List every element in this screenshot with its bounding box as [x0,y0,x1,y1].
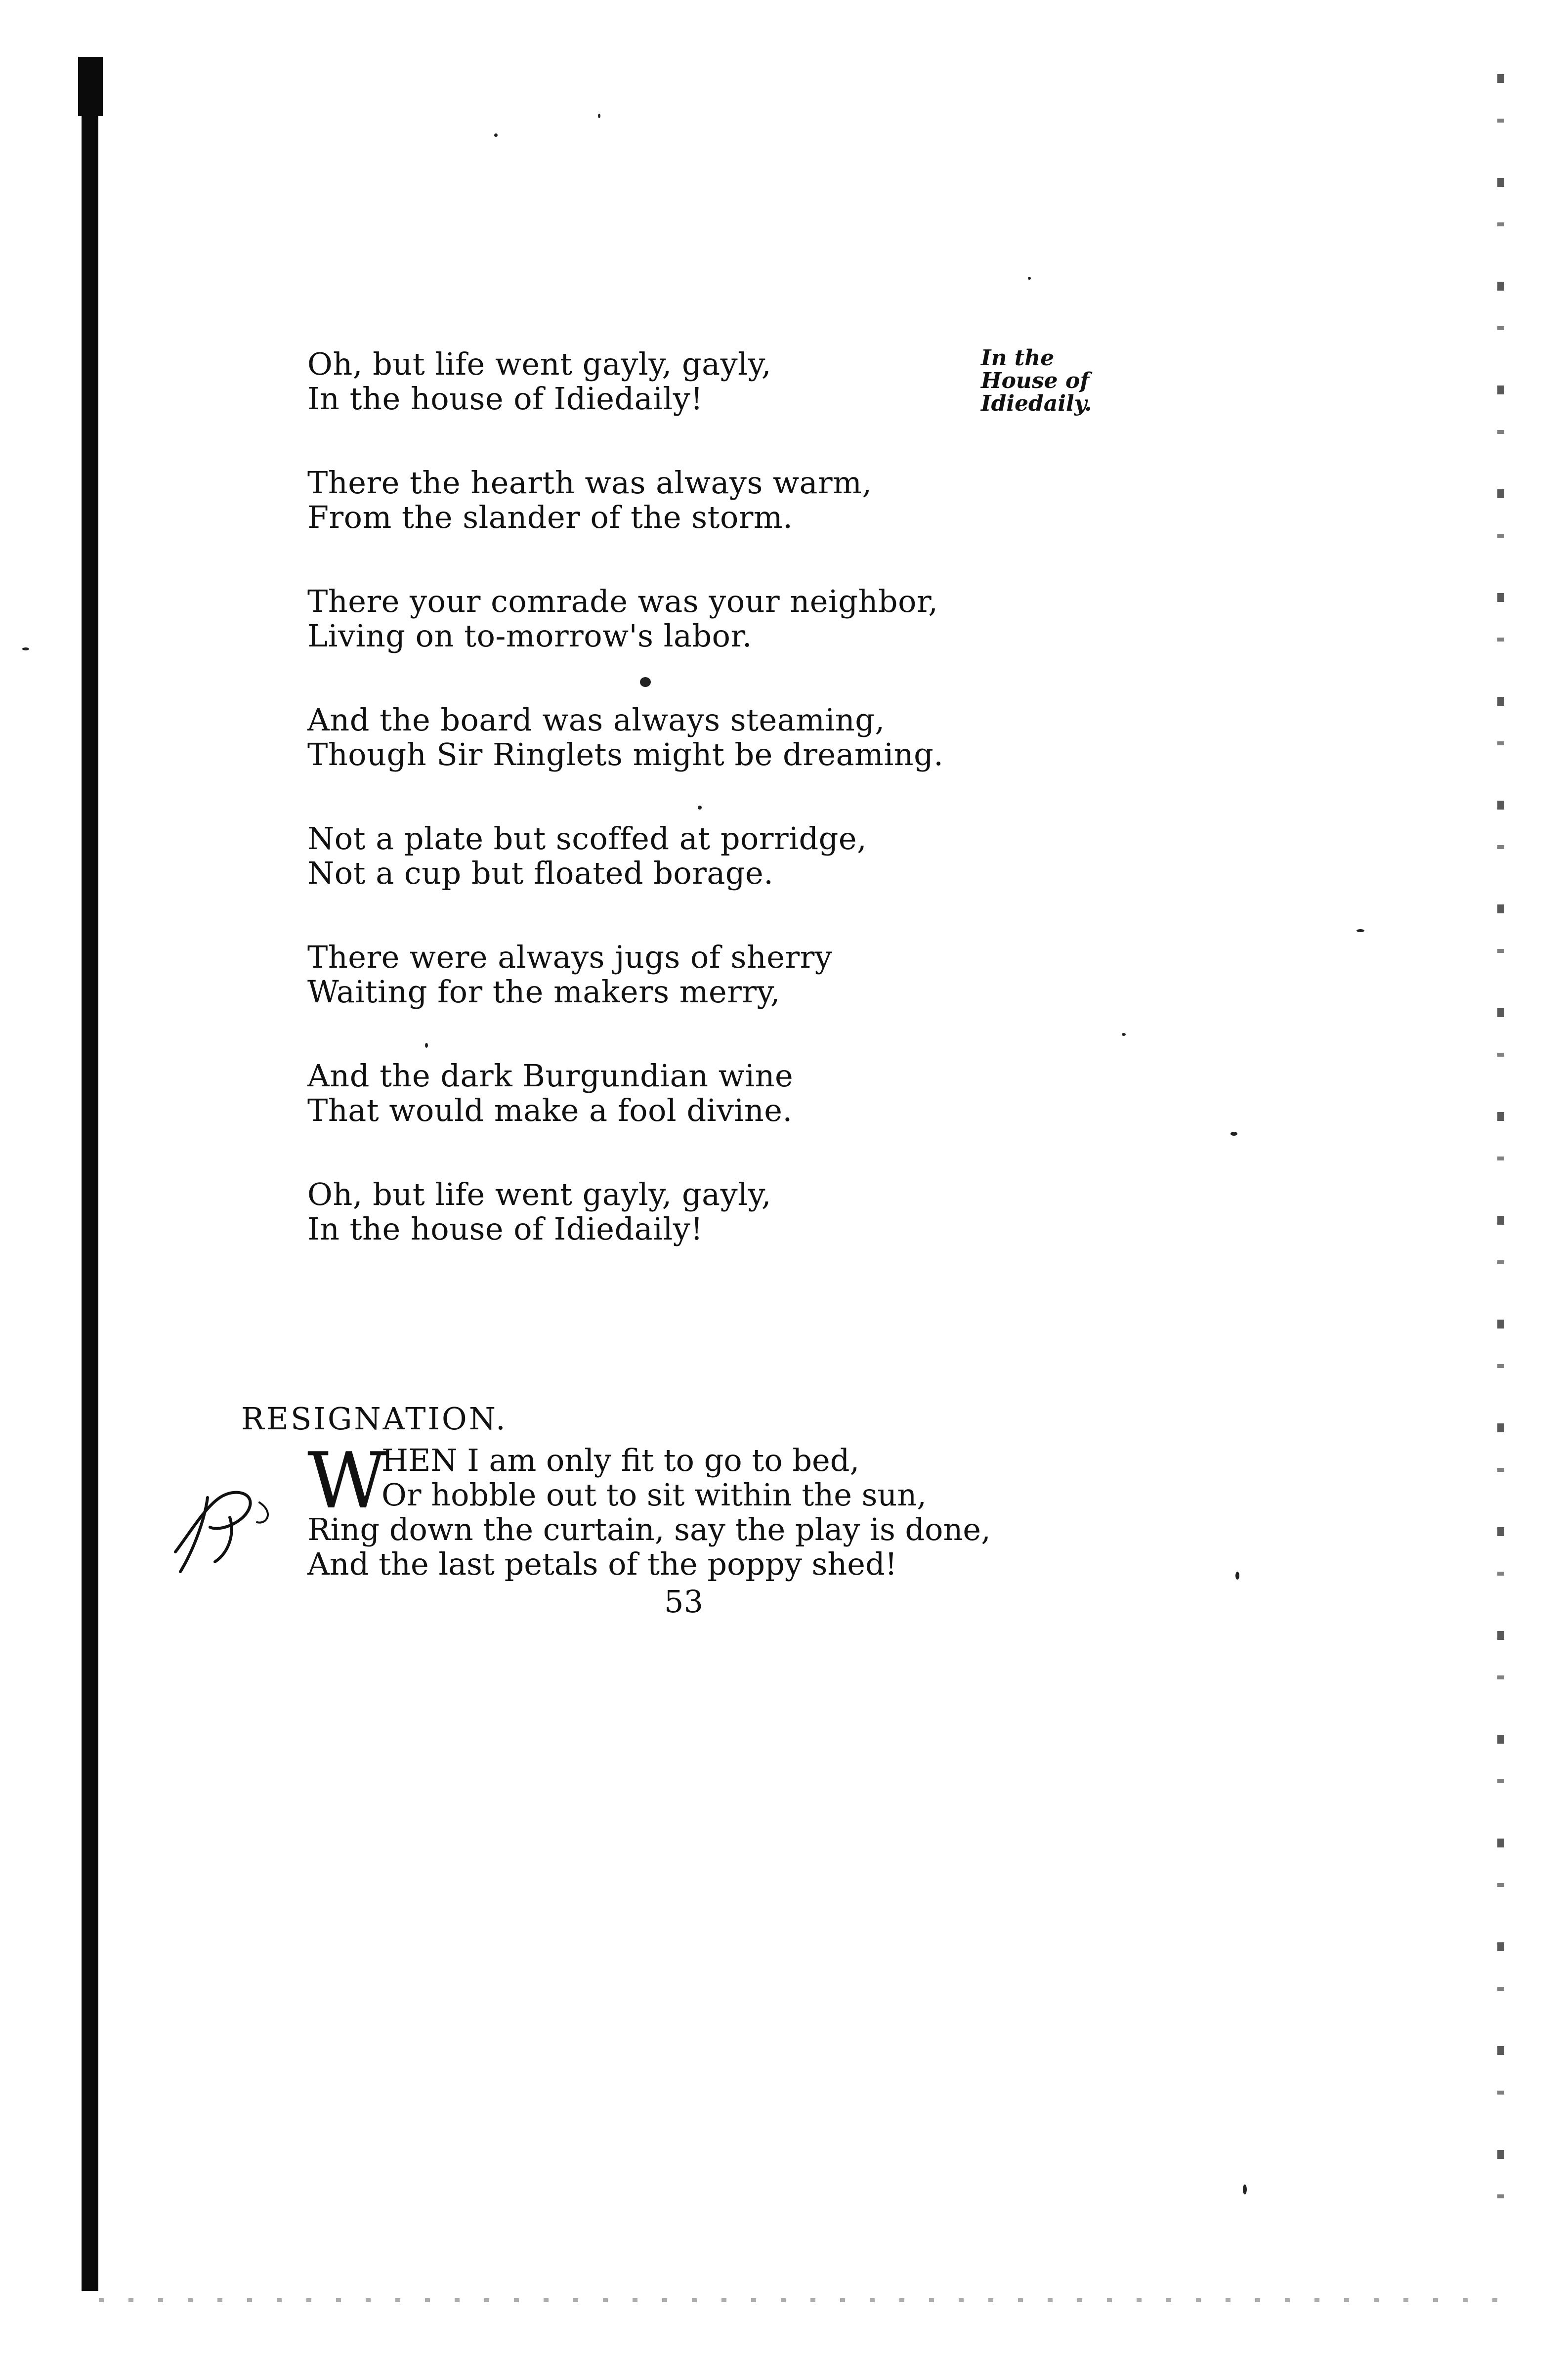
resignation-poem [307,1436,991,1582]
poem-line: And the board was always steaming, [307,702,885,738]
poem-stanza [307,1177,771,1246]
poem-stanza [307,940,832,1009]
right-page-edge [1497,74,1504,2199]
poem-line: Not a plate but scoffed at porridge, [307,820,867,857]
poem-line: There your comrade was your neighbor, [307,583,938,619]
poem-stanza [307,703,944,772]
poem-stanza [307,584,938,653]
binding-shadow-top [78,57,103,116]
poem-line: Oh, but life went gayly, gayly, [307,1176,771,1212]
poem-line: From the slander of the storm. [307,499,793,535]
poem-line: Though Sir Ringlets might be dreaming. [307,736,944,772]
margin-sidenote [981,347,1092,415]
sidenote-line: Idiedaily. [981,391,1092,416]
bottom-page-edge [99,2298,1507,2302]
scan-speck [1028,277,1031,280]
poem-line: There the hearth was always warm, [307,465,872,501]
handwritten-mark [161,1478,279,1577]
poem-stanza [307,466,872,535]
scan-speck [1356,929,1364,932]
scan-speck [22,647,29,650]
poem-line: Ring down the curtain, say the play is done, [307,1511,991,1547]
binding-shadow [82,57,98,2291]
drop-cap: W [307,1436,387,1526]
poem-line: And the dark Burgundian wine [307,1058,794,1094]
scan-speck [1243,2185,1247,2194]
poem-line: Not a cup but floated borage. [307,855,774,891]
scan-speck [1235,1572,1239,1580]
poem-line: HEN I am only fit to go to bed, [381,1442,860,1478]
poem-line: And the last petals of the poppy shed! [307,1546,897,1582]
scan-speck [494,133,498,137]
poem-line: Oh, but life went gayly, gayly, [307,346,771,382]
scan-speck [1230,1132,1237,1136]
scan-speck [640,677,651,687]
scan-speck [698,806,702,810]
scan-speck [425,1043,428,1048]
poem-title: RESIGNATION. [241,1401,508,1437]
sidenote-line: House of [981,368,1090,393]
poem-line: Or hobble out to sit within the sun, [381,1477,927,1513]
sidenote-line: In the [981,345,1055,371]
poem-stanza [307,347,771,416]
page-number: 53 [664,1584,703,1620]
poem-line: In the house of Idiedaily! [307,381,703,417]
scan-speck [598,114,600,118]
poem-stanza [307,821,867,891]
poem-line: There were always jugs of sherry [307,939,833,975]
poem-line: Living on to-morrow's labor. [307,618,753,654]
poem-line: In the house of Idiedaily! [307,1211,703,1247]
poem-line: That would make a fool divine. [307,1092,793,1128]
poem-line: Waiting for the makers merry, [307,974,781,1010]
scan-speck [1122,1033,1126,1036]
poem-stanza [307,1059,793,1128]
